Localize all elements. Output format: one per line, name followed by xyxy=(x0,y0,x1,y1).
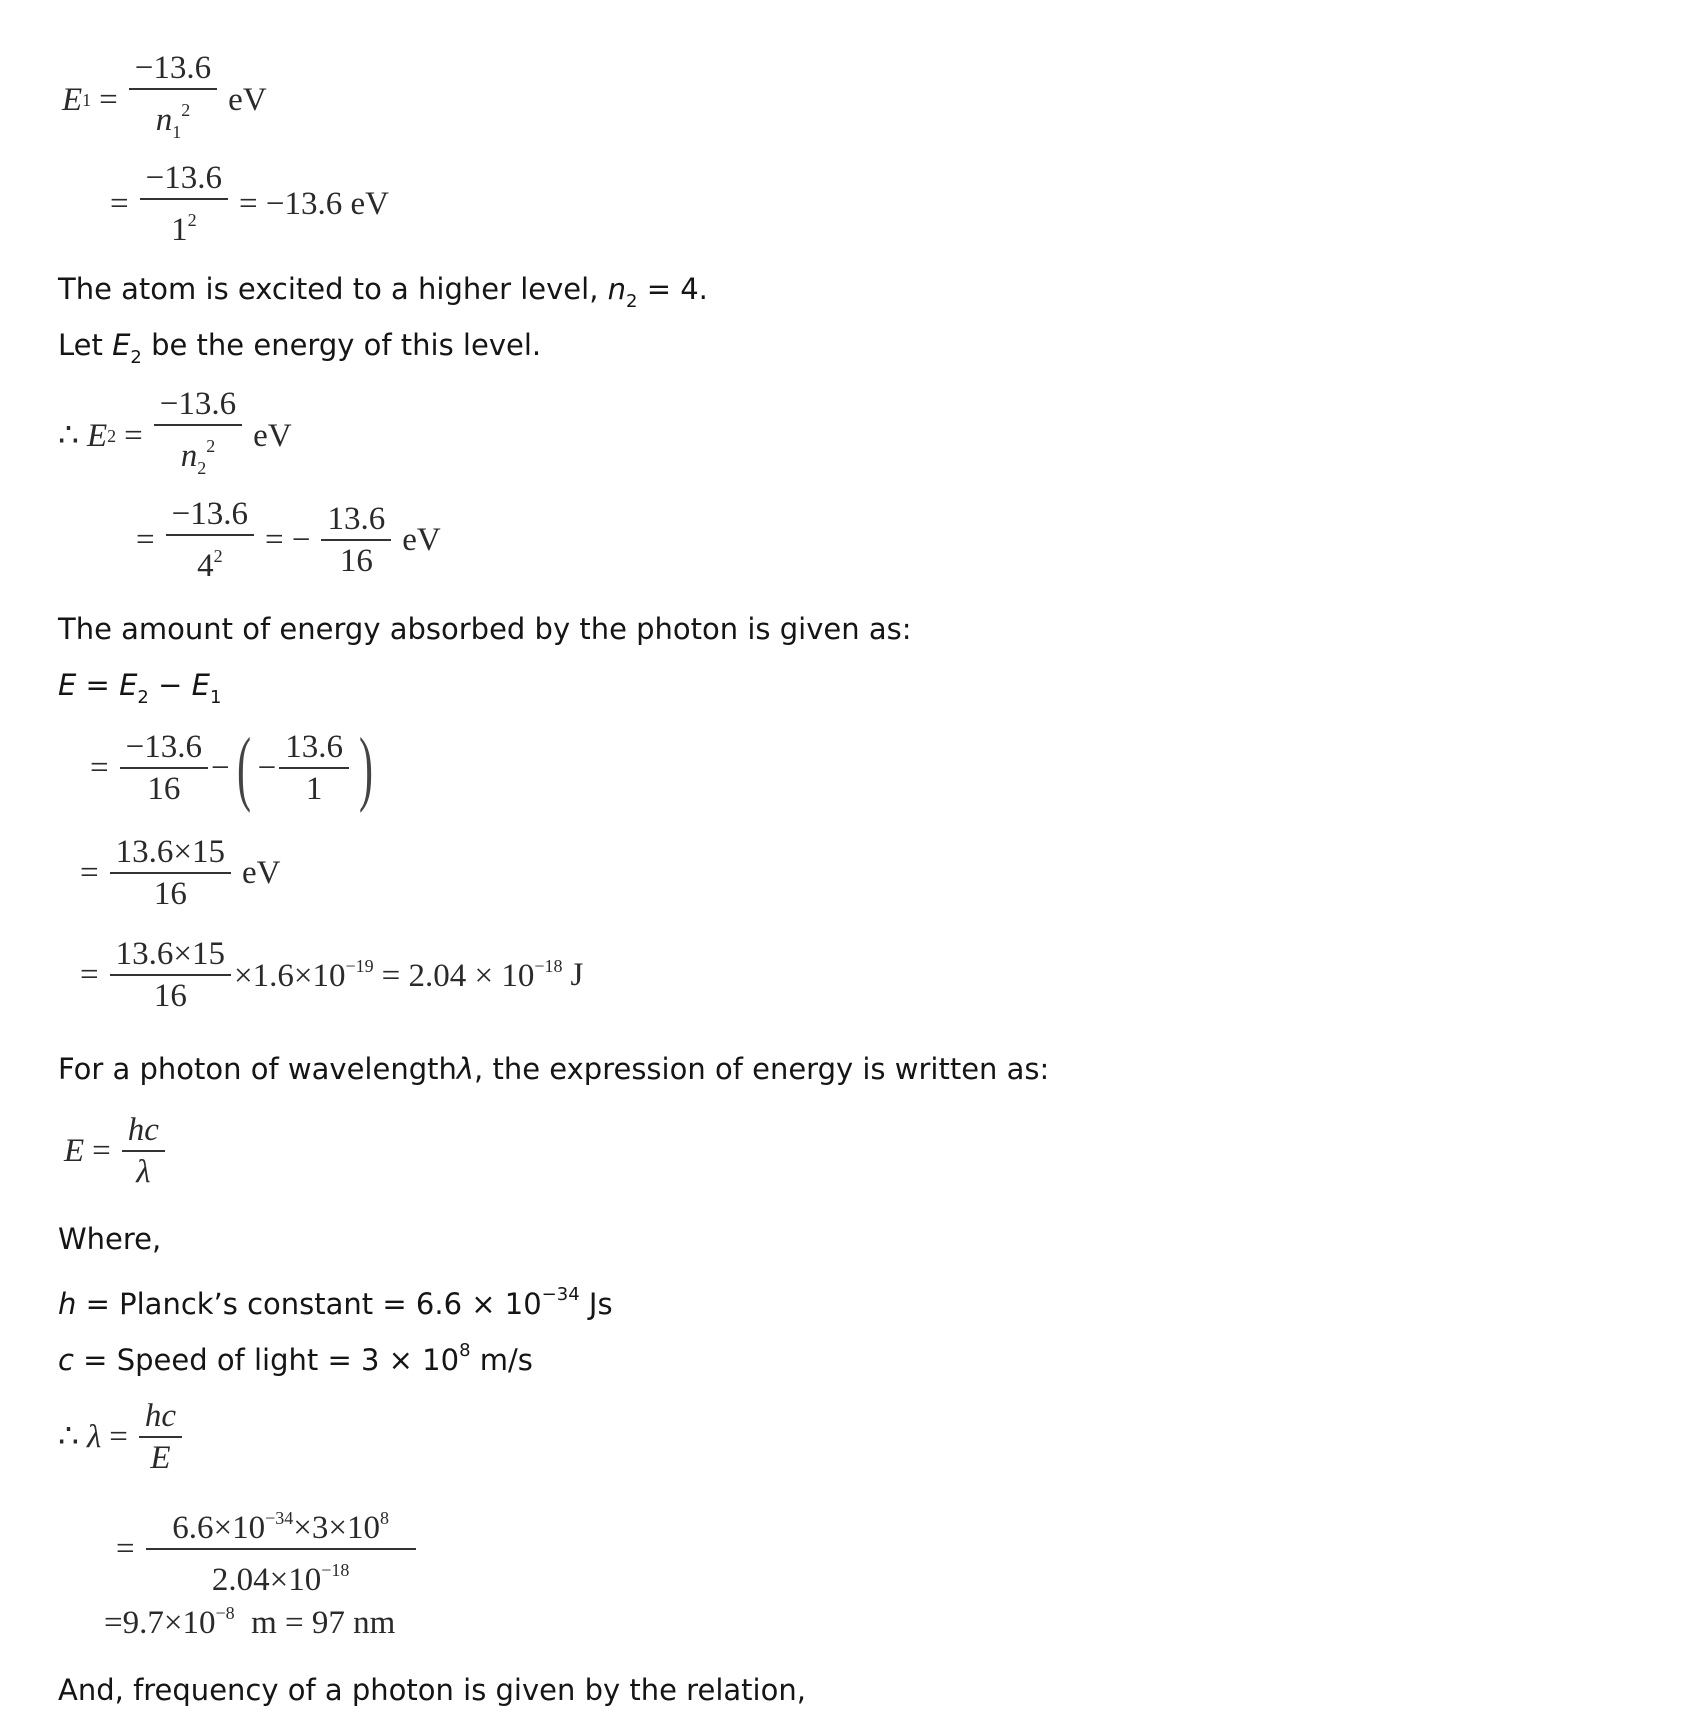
denominator: $2.04\times 10^{-18}$ xyxy=(211,1560,350,1598)
numerator: hc xyxy=(127,1112,159,1148)
numerator: $6.6\times 10^{-34}\times 3\times 10^8$ xyxy=(172,1508,389,1546)
minus-sign: − xyxy=(257,749,277,786)
equals-sign: = xyxy=(90,749,109,786)
fraction xyxy=(122,1110,165,1192)
equals-sign: = xyxy=(80,854,99,891)
equation-energy-ev xyxy=(72,832,288,914)
unit: eV xyxy=(228,81,267,118)
denominator: $n_2^2$ xyxy=(180,436,216,478)
denominator: E xyxy=(150,1440,171,1476)
definition-speed-of-light: c = Speed of light = $3 \times 10^8$ m/s xyxy=(58,1340,533,1377)
fraction xyxy=(110,832,231,914)
subscript: 1 xyxy=(82,90,92,110)
fraction xyxy=(321,499,391,581)
equals-sign: = xyxy=(136,521,155,558)
therefore-symbol: ∴ xyxy=(58,1418,79,1455)
definition-planck-constant: h = Planck’s constant = $6.6 \times 10^{-34}$ Js xyxy=(58,1284,613,1321)
equation-wavelength-result: $=9.7\times 10^{-8}$ m = 97 nm xyxy=(104,1603,396,1641)
fraction xyxy=(110,934,231,1016)
equation-e-difference: $E = E_2 - E_1$ xyxy=(58,668,222,708)
paragraph-let-e2: Let $E_2$ be the energy of this level. xyxy=(58,328,542,368)
paragraph-where: Where, xyxy=(58,1222,162,1256)
left-paren: ( xyxy=(236,721,251,814)
unit: J xyxy=(570,956,584,993)
equals-sign: = xyxy=(109,1418,128,1455)
equation-e2-value xyxy=(128,494,449,586)
equation-wavelength xyxy=(58,1396,185,1478)
numerator: 13.6×15 xyxy=(115,936,225,972)
fraction xyxy=(140,158,228,250)
numerator: 13.6×15 xyxy=(115,834,225,870)
therefore-symbol: ∴ xyxy=(58,417,79,454)
right-paren: ) xyxy=(358,721,373,814)
fraction xyxy=(279,727,349,809)
numerator: −13.6 xyxy=(159,386,237,422)
equals-sign: = xyxy=(99,81,118,118)
equals-sign: = xyxy=(124,417,143,454)
equation-wavelength-substituted xyxy=(108,1498,419,1600)
symbol-e: E xyxy=(64,1132,85,1169)
paragraph-frequency: And, frequency of a photon is given by the relation, xyxy=(58,1673,806,1707)
equation-e2-definition: ∴ E 2 = $\frac{-13.6}{n_2^2}$ eV xyxy=(58,384,300,488)
numerator: 13.6 xyxy=(285,729,343,765)
equation-e1-value xyxy=(102,158,397,250)
paragraph-excited-level: The atom is excited to a higher level, $n_2 = 4$. xyxy=(58,272,708,312)
fraction xyxy=(146,1498,416,1600)
fraction xyxy=(139,1396,182,1478)
numerator: −13.6 xyxy=(171,496,248,532)
denominator: $4^2$ xyxy=(197,546,223,584)
denominator: λ xyxy=(136,1154,151,1190)
equation-energy-joules xyxy=(72,934,583,1016)
denominator: 16 xyxy=(147,771,181,807)
denominator: $1^2$ xyxy=(171,210,197,248)
numerator: −13.6 xyxy=(145,160,222,196)
paragraph-energy-absorbed: The amount of energy absorbed by the photon is given as: xyxy=(58,612,912,646)
paragraph-photon-wavelength: For a photon of wavelengthλ, the expression of energy is written as: xyxy=(58,1052,1050,1086)
numerator: 13.6 xyxy=(327,501,386,537)
conversion-factor: $\times 1.6\times 10^{-19}$ xyxy=(234,956,374,994)
unit: eV xyxy=(402,521,441,558)
equals-minus: = − xyxy=(265,521,311,558)
symbol-e: E xyxy=(87,417,108,454)
numerator: −13.6 xyxy=(134,50,212,86)
unit: eV xyxy=(242,854,281,891)
symbol-e: E xyxy=(62,81,83,118)
equals-sign: = xyxy=(92,1132,111,1169)
denominator: $n_1^2$ xyxy=(155,100,191,142)
unit: eV xyxy=(253,417,292,454)
denominator: 16 xyxy=(153,978,187,1014)
equation-photon-energy xyxy=(64,1110,168,1192)
numerator: hc xyxy=(144,1398,177,1434)
result: = $2.04 \times 10^{-18}$ xyxy=(381,956,563,994)
symbol-lambda: λ xyxy=(87,1418,102,1455)
equals-sign: = xyxy=(110,185,129,222)
minus-sign: − xyxy=(211,749,230,786)
denominator: 16 xyxy=(339,543,373,579)
fraction xyxy=(154,384,242,488)
denominator: 16 xyxy=(153,876,187,912)
result: = −13.6 eV xyxy=(239,185,389,222)
fraction xyxy=(129,48,217,152)
fraction xyxy=(120,727,208,809)
equation-difference-expanded xyxy=(82,721,380,814)
fraction xyxy=(166,494,254,586)
numerator: −13.6 xyxy=(125,729,202,765)
equation-e1-definition xyxy=(62,48,275,152)
denominator: 1 xyxy=(305,771,323,807)
equals-sign: = xyxy=(116,1530,135,1567)
equals-sign: = xyxy=(80,956,99,993)
